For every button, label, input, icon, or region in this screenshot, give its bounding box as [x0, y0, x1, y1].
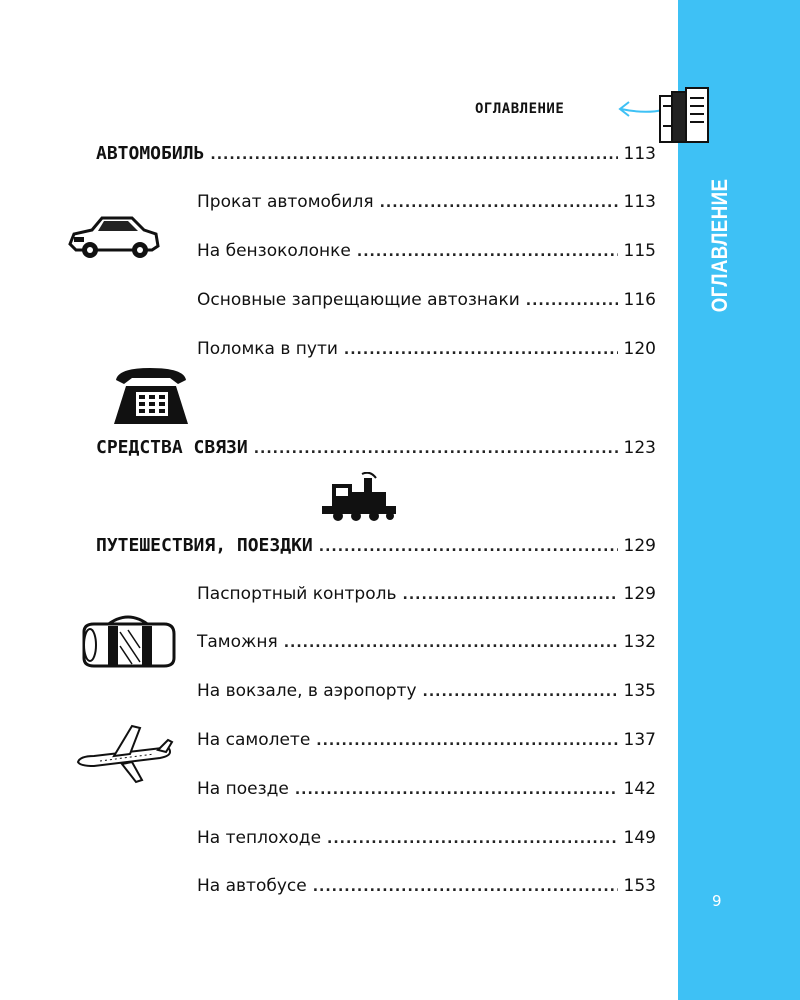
dot-leader [327, 828, 618, 848]
dot-leader [284, 632, 618, 652]
toc-item-title: Поломка в пути [197, 339, 338, 359]
toc-item-title: Прокат автомобиля [197, 192, 374, 212]
dot-leader [313, 876, 618, 896]
toc-section-title: АВТОМОБИЛЬ [96, 143, 205, 164]
toc-page-number: 113 [623, 192, 656, 212]
dot-leader [254, 437, 618, 458]
toc-page-number: 132 [623, 632, 656, 652]
toc-page-number: 129 [623, 584, 656, 604]
toc-item-road-signs[interactable] [197, 290, 656, 320]
books-icon [656, 86, 712, 146]
toc-item-title: На вокзале, в аэропорту [197, 681, 417, 701]
toc-item-title: На бензоколонке [197, 241, 351, 261]
toc-page-number: 129 [623, 536, 656, 556]
toc-item-customs[interactable] [197, 632, 656, 662]
toc-section-travel[interactable] [96, 535, 656, 565]
dot-leader [357, 241, 618, 261]
toc-page-number: 116 [623, 290, 656, 310]
toc-page-number: 142 [623, 779, 656, 799]
dot-leader [380, 192, 618, 212]
dot-leader [344, 339, 618, 359]
toc-page-number: 149 [623, 828, 656, 848]
toc-item-title: На автобусе [197, 876, 307, 896]
toc-header: ОГЛАВЛЕНИЕ [475, 101, 565, 117]
toc-section-automobile[interactable] [96, 143, 656, 173]
toc-item-title: Таможня [197, 632, 278, 652]
dot-leader [403, 584, 618, 604]
toc-page-number: 123 [623, 438, 656, 458]
side-tab-title: ОГЛАВЛЕНИЕ [707, 178, 732, 312]
toc-item-ship[interactable] [197, 828, 656, 858]
toc-item-title: Паспортный контроль [197, 584, 397, 604]
toc-page-number: 135 [623, 681, 656, 701]
airplane-icon [74, 722, 174, 784]
dot-leader [319, 535, 618, 556]
toc-page-number: 120 [623, 339, 656, 359]
dot-leader [526, 290, 618, 310]
car-icon [66, 210, 162, 262]
toc-page-number: 137 [623, 730, 656, 750]
dot-leader [423, 681, 618, 701]
toc-section-title: ПУТЕШЕСТВИЯ, ПОЕЗДКИ [96, 535, 313, 556]
bag-icon [78, 612, 180, 670]
toc-item-passport-control[interactable] [197, 584, 656, 614]
toc-item-title: Основные запрещающие автознаки [197, 290, 520, 310]
toc-item-breakdown[interactable] [197, 339, 656, 369]
telephone-icon [108, 364, 194, 430]
toc-item-train[interactable] [197, 779, 656, 809]
page-number: 9 [712, 892, 722, 910]
toc-item-car-rental[interactable] [197, 192, 656, 222]
toc-section-communications[interactable] [96, 437, 656, 467]
dot-leader [295, 779, 618, 799]
toc-page-number: 115 [623, 241, 656, 261]
toc-item-title: На теплоходе [197, 828, 322, 848]
dot-leader [316, 730, 617, 750]
toc-section-title: СРЕДСТВА СВЯЗИ [96, 437, 248, 458]
side-tab [678, 0, 800, 1000]
toc-page-number: 153 [623, 876, 656, 896]
toc-item-bus[interactable] [197, 876, 656, 906]
toc-item-gas-station[interactable] [197, 241, 656, 271]
toc-item-title: На самолете [197, 730, 311, 750]
dot-leader [210, 143, 617, 164]
toc-item-title: На поезде [197, 779, 289, 799]
train-icon [318, 472, 404, 524]
toc-item-airplane[interactable] [197, 730, 656, 760]
toc-item-station-airport[interactable] [197, 681, 656, 711]
toc-page-number: 113 [623, 144, 656, 164]
